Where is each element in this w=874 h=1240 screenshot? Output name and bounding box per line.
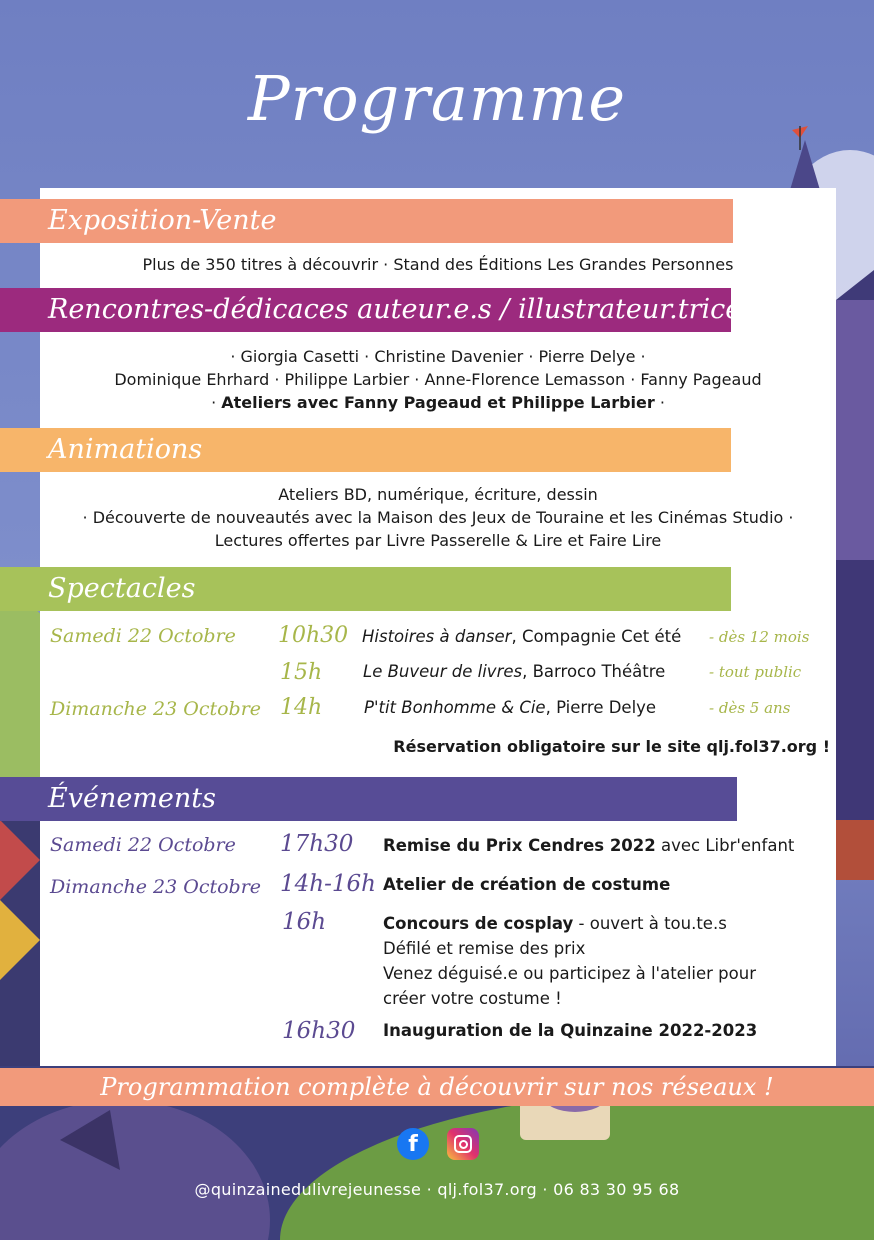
animations-line-2: · Découverte de nouveautés avec la Maison des Jeux de Touraine et les Cinémas Studio · xyxy=(82,508,794,527)
rencontres-text xyxy=(40,345,836,414)
animations-text xyxy=(40,483,836,552)
page-title: Programme xyxy=(247,62,627,135)
spectacle-day-2: Dimanche 23 Octobre xyxy=(50,698,262,720)
event-title-1: Remise du Prix Cendres 2022 avec Libr'enfant xyxy=(383,836,795,855)
event-time-3: 16h xyxy=(282,909,327,935)
contact-line: @quinzainedulivrejeunesse · qlj.fol37.org · 06 83 30 95 68 xyxy=(194,1180,680,1199)
footer-banner: Programmation complète à découvrir sur nos réseaux ! xyxy=(0,1068,874,1106)
section-heading-evenements: Événements xyxy=(0,777,737,821)
rencontres-line-3: · Ateliers avec Fanny Pageaud et Philippe Larbier · xyxy=(211,393,665,412)
spectacle-time-3: 14h xyxy=(280,695,323,720)
spectacle-show-3: P'tit Bonhomme & Cie, Pierre Delye xyxy=(364,698,657,717)
event-day-2: Dimanche 23 Octobre xyxy=(50,876,262,898)
animations-line-3: Lectures offertes par Livre Passerelle & Lire et Faire Lire xyxy=(214,531,662,550)
spectacle-show-2: Le Buveur de livres, Barroco Théâtre xyxy=(363,662,666,681)
event-title-4: Inauguration de la Quinzaine 2022-2023 xyxy=(383,1021,758,1040)
spectacle-time-2: 15h xyxy=(280,660,323,685)
event-title-3: Concours de cosplay - ouvert à tou.te.s Défilé et remise des prix Venez déguisé.e ou participez à l'atelier pour créer votre costume ! xyxy=(383,914,756,1008)
instagram-icon[interactable] xyxy=(447,1128,479,1160)
spectacle-age-1: - dès 12 mois xyxy=(709,628,810,646)
spectacle-age-3: - dès 5 ans xyxy=(709,699,791,717)
spectacle-age-2: - tout public xyxy=(709,663,802,681)
spectacle-day-1: Samedi 22 Octobre xyxy=(50,625,236,647)
section-heading-exposition: Exposition-Vente xyxy=(0,199,733,243)
event-time-1: 17h30 xyxy=(280,831,354,857)
ateliers-highlight: Ateliers avec Fanny Pageaud et Philippe Larbier xyxy=(221,393,655,412)
facebook-glyph: f xyxy=(408,1132,418,1157)
spectacle-time-1: 10h30 xyxy=(278,623,349,648)
event-time-2: 14h-16h xyxy=(280,871,376,897)
animations-line-1: Ateliers BD, numérique, écriture, dessin xyxy=(278,485,598,504)
section-heading-rencontres: Rencontres-dédicaces auteur.e.s / illustrateur.trice.s xyxy=(0,288,731,332)
event-time-4: 16h30 xyxy=(282,1018,356,1044)
event-day-1: Samedi 22 Octobre xyxy=(50,834,236,856)
rencontres-line-1: · Giorgia Casetti · Christine Davenier · Pierre Delye · xyxy=(230,347,646,366)
section-heading-animations: Animations xyxy=(0,428,731,472)
section-heading-spectacles: Spectacles xyxy=(0,567,731,611)
event-title-2: Atelier de création de costume xyxy=(383,875,671,894)
reservation-note: Réservation obligatoire sur le site qlj.fol37.org ! xyxy=(393,737,830,756)
spectacle-show-1: Histoires à danser, Compagnie Cet été xyxy=(362,627,682,646)
rencontres-line-2: Dominique Ehrhard · Philippe Larbier · Anne-Florence Lemasson · Fanny Pageaud xyxy=(114,370,762,389)
facebook-icon[interactable] xyxy=(397,1128,429,1160)
exposition-text: Plus de 350 titres à découvrir · Stand des Éditions Les Grandes Personnes xyxy=(142,255,734,274)
